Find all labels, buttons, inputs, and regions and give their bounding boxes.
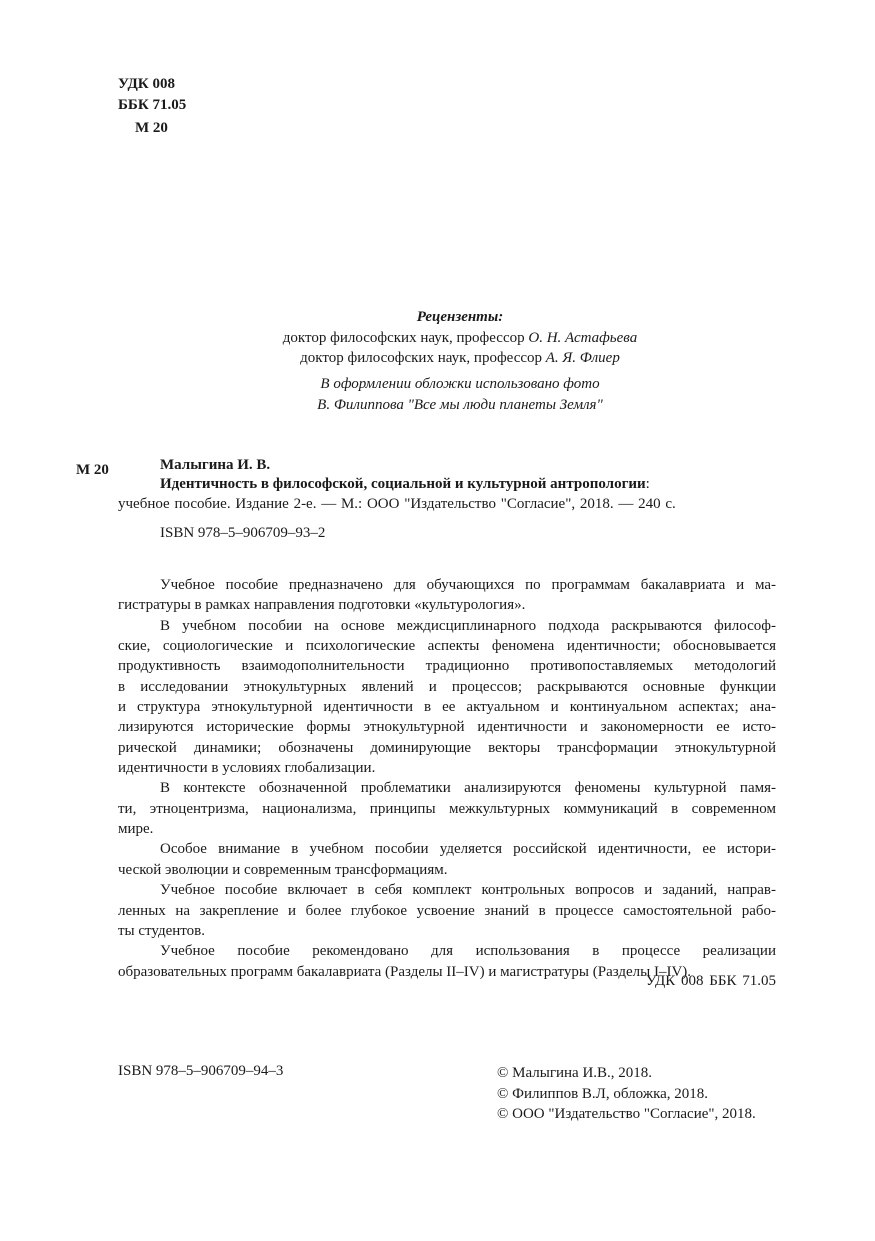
abstract-paragraph-2 — [118, 616, 776, 779]
abstract-paragraph-3 — [118, 778, 776, 839]
reviewer-2 — [160, 350, 760, 367]
imprint: учебное пособие. Издание 2-е. — М.: ООО "Издательство "Согласие", 2018. — 240 с. — [118, 496, 676, 512]
abstract-paragraph-4 — [118, 839, 776, 880]
abstract-line: образовательных программ бакалавриата (Разделы II–IV) и магистратуры (Разделы I–IV). — [118, 963, 692, 980]
author-mark-side: М 20 — [76, 462, 109, 478]
udk-code: УДК 008 — [118, 76, 175, 92]
reviewers-heading: Рецензенты: — [416, 309, 504, 325]
abstract — [118, 575, 776, 982]
bbk-code: ББК 71.05 — [118, 97, 187, 113]
copyright-line: © Филиппов В.Л, обложка, 2018. — [497, 1085, 709, 1102]
book-title — [160, 476, 650, 493]
abstract-line: мире. — [118, 821, 154, 838]
abstract-line: продуктивность взаимодополнительности традиционно противопоставляемых методологий — [118, 658, 776, 675]
reviewer-2-position: доктор философских наук, профессор — [300, 350, 546, 366]
footer-classification-codes: УДК 008 ББК 71.05 — [645, 973, 776, 989]
abstract-line: ты студентов. — [118, 922, 205, 939]
abstract-line: В контексте обозначенной проблематики анализируются феномены культурной памя- — [160, 780, 776, 797]
reviewer-2-name: А. Я. Флиер — [545, 350, 620, 366]
abstract-line: гистратуры в рамках направления подготовки «культурология». — [118, 597, 526, 614]
abstract-line: ленных на закрепление и более глубокое усвоение знаний в процессе самостоятельной рабо- — [118, 902, 776, 919]
abstract-line: Учебное пособие рекомендовано для использования в процессе реализации — [160, 943, 776, 960]
abstract-line: Учебное пособие включает в себя комплект контрольных вопросов и заданий, направ- — [160, 882, 776, 899]
abstract-line: Особое внимание в учебном пособии уделяется российской идентичности, ее истори- — [160, 841, 776, 858]
abstract-line: и структура этнокультурной идентичности в ее актуальном и континуальном аспектах; ана- — [118, 699, 776, 716]
reviewer-1 — [160, 330, 760, 347]
abstract-line: в исследовании этнокультурных явлений и процессов; раскрываются основные функции — [118, 678, 776, 695]
abstract-paragraph-5 — [118, 880, 776, 941]
abstract-line: ские, социологические и психологические аспекты феномена идентичности; обосновывается — [118, 638, 776, 655]
abstract-line: идентичности в условиях глобализации. — [118, 760, 376, 777]
reviewer-1-position: доктор философских наук, профессор — [282, 330, 529, 346]
abstract-line: В учебном пособии на основе междисциплинарного подхода раскрываются философ- — [160, 617, 776, 634]
book-title-colon: : — [645, 476, 650, 492]
reviewer-1-name: О. Н. Астафьева — [528, 330, 638, 346]
classification-codes — [118, 74, 186, 139]
cover-credit-line-1: В оформлении обложки использовано фото — [320, 376, 600, 392]
author-mark: М 20 — [135, 120, 168, 136]
copyright-block — [497, 1063, 756, 1125]
copyright-line: © ООО "Издательство "Согласие", 2018. — [497, 1106, 756, 1122]
copyright-line: © Малыгина И.В., 2018. — [497, 1065, 653, 1081]
isbn-primary: ISBN 978–5–906709–93–2 — [160, 525, 326, 541]
book-title-text: Идентичность в философской, социальной и культурной антропологии — [160, 476, 646, 492]
abstract-line: ти, этноцентризма, национализма, принципы межкультурных коммуникаций в современном — [118, 800, 776, 817]
abstract-line: ческой эволюции и современным трансформациям. — [118, 861, 448, 878]
cover-credit-line-2: В. Филиппова "Все мы люди планеты Земля" — [317, 397, 603, 413]
abstract-line: лизируются исторические формы этнокультурной идентичности и закономерности ее исто- — [118, 719, 776, 736]
isbn-final: ISBN 978–5–906709–94–3 — [118, 1063, 284, 1079]
abstract-paragraph-1 — [118, 575, 776, 616]
abstract-line: Учебное пособие предназначено для обучающихся по программам бакалавриата и ма- — [160, 577, 776, 593]
abstract-line: рической динамики; обозначены доминирующие векторы трансформации этнокультурной — [118, 739, 776, 756]
author-name: Малыгина И. В. — [160, 457, 271, 473]
